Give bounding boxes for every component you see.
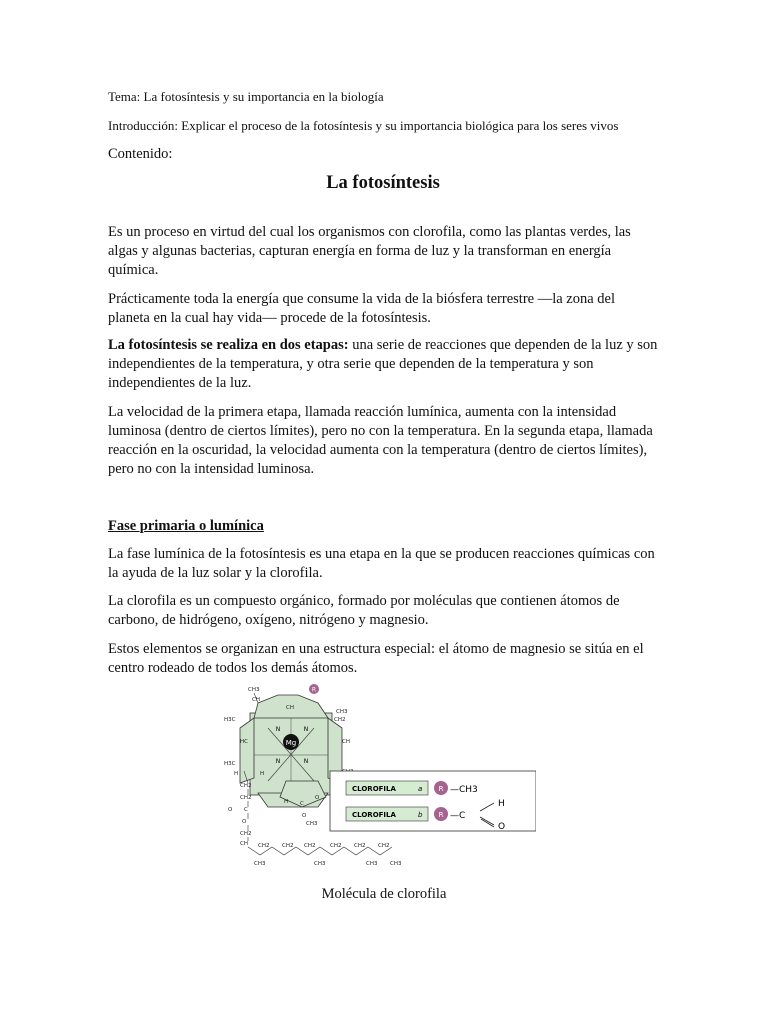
ch2-chain-label-1: CH2 [240, 783, 252, 789]
legend-b-name: CLOROFILA [352, 811, 396, 819]
hc-left-label: HC [240, 739, 248, 745]
o-chain-label-2: O [242, 819, 247, 825]
paragraph-light-phase: La fase lumínica de la fotosíntesis es una etapa en la que se producen reacciones químicas con la ayuda de la luz solar y la clorofila. [108, 546, 655, 581]
porphyrin-ring [240, 695, 342, 807]
ch-right-label: CH [342, 739, 350, 745]
section-heading: Fase primaria o lumínica [108, 518, 264, 534]
legend-b-formula: —C [450, 811, 466, 821]
legend-b-h-label: H [498, 799, 505, 809]
phytol-ch2-label-3: CH2 [304, 843, 316, 849]
contenido-label: Contenido: [108, 146, 173, 162]
nitrogen-label-2: N [303, 726, 309, 733]
magnesium-label: Mg [285, 739, 297, 747]
stages-rest-text: una serie de reacciones que dependen de la luz y son independientes de la temperatura, y otra serie que dependen de la temperatura y son independientes de la luz. [108, 337, 658, 391]
phytol-ch2-label-4: CH2 [330, 843, 342, 849]
phytol-ch3-label-3: CH3 [366, 861, 378, 867]
paragraph-definition: Es un proceso en virtud del cual los organismos con clorofila, como las plantas verdes, las algas y algunas bacterias, capturan energía en forma de luz y la transforman en energía química. [108, 224, 631, 278]
right-ch2-label: CH2 [334, 717, 346, 723]
paragraph-stages [108, 336, 660, 393]
legend-b-r-label: R [438, 811, 444, 819]
ch-chain-label: CH [240, 841, 248, 847]
chlorophyll-molecule-diagram [218, 683, 536, 876]
nitrogen-label-3: N [275, 758, 281, 765]
ch2-chain-label-2: CH2 [240, 795, 252, 801]
phytol-ch3-label-1: CH3 [254, 861, 266, 867]
chlorophyll-figure [218, 683, 536, 876]
ring-ch-top-label: CH [286, 705, 294, 711]
page-title: La fotosíntesis [326, 173, 440, 193]
introduccion-line: Introducción: Explicar el proceso de la fotosíntesis y su importancia biológica para los seres vivos [108, 118, 619, 133]
phytol-ch3-label-4: CH3 [390, 861, 402, 867]
o-chain-label-1: O [228, 807, 233, 813]
legend-a-variant: a [418, 785, 423, 793]
nitrogen-label-4: N [303, 758, 309, 765]
h-ring-label: H [284, 799, 289, 805]
right-ch3-label: CH3 [336, 709, 348, 715]
figure-caption: Molécula de clorofila [321, 886, 447, 902]
stages-bold-text: La fotosíntesis se realiza en dos etapas: [108, 337, 349, 353]
legend-a-name: CLOROFILA [352, 785, 396, 793]
c-ring-label: C [300, 801, 304, 807]
phytol-ch2-label-6: CH2 [378, 843, 390, 849]
r-group-badge-label: R [311, 686, 317, 694]
paragraph-chlorophyll: La clorofila es un compuesto orgánico, formado por moléculas que contienen átomos de carbono, de hidrógeno, oxígeno, nitrógeno y magnesio. [108, 593, 620, 628]
c-chain-label: C [244, 807, 248, 813]
phytol-ch2-label-2: CH2 [282, 843, 294, 849]
ch3-ester-label: CH3 [306, 821, 318, 827]
legend-b-o-label: O [498, 822, 506, 832]
top-ch3-label: CH3 [248, 687, 260, 693]
top-ch-label: CH [252, 697, 260, 703]
paragraph-energy: Prácticamente toda la energía que consume la vida de la biósfera terrestre —la zona del planeta en la cual hay vida— procede de la fotosíntesis. [108, 291, 616, 326]
legend-b-variant: b [418, 811, 423, 819]
phytol-ch3-label-2: CH3 [314, 861, 326, 867]
phytol-ch2-label-1: CH2 [258, 843, 270, 849]
legend-a-r-label: R [438, 785, 444, 793]
h-label-1: H [234, 771, 239, 777]
chlorophyll-legend [330, 771, 536, 832]
legend-a-formula: —CH3 [450, 785, 478, 795]
paragraph-velocity: La velocidad de la primera etapa, llamada reacción lumínica, aumenta con la intensidad luminosa (dentro de ciertos límites), pero no con la temperatura. En la segunda etapa, llamada reacción en la oscuridad, la velocidad aumenta con la temperatura (dentro de ciertos límites), pero no con la intensidad luminosa. [108, 404, 653, 477]
h3c-left-label: H3C [224, 717, 236, 723]
h3c-lower-label: H3C [224, 761, 236, 767]
o-ring-label: O [315, 795, 320, 801]
paragraph-magnesium: Estos elementos se organizan en una estructura especial: el átomo de magnesio se sitúa en el centro rodeado de todos los demás átomos. [108, 641, 644, 676]
nitrogen-label-1: N [275, 726, 281, 733]
ch2-chain-label-3: CH2 [240, 831, 252, 837]
phytol-ch2-label-5: CH2 [354, 843, 366, 849]
tema-line: Tema: La fotosíntesis y su importancia en la biología [108, 89, 384, 104]
o-ester-label: O [302, 813, 307, 819]
h-label-2: H [260, 771, 265, 777]
